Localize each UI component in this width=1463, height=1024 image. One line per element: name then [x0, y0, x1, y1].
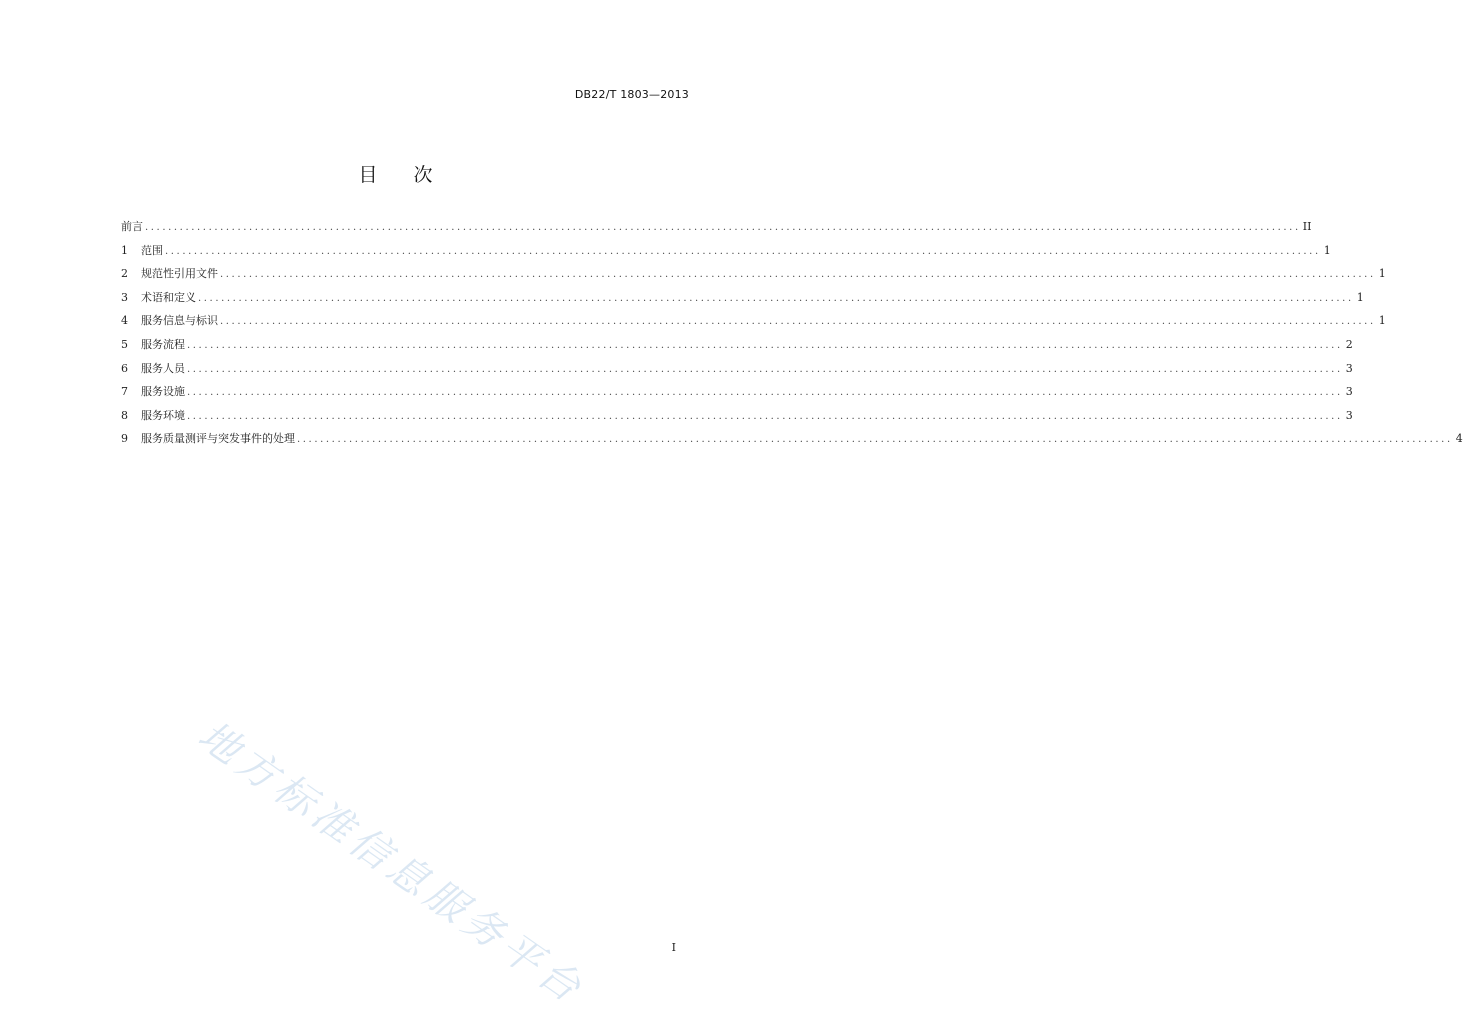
toc-entry-page: 3: [1345, 408, 1353, 422]
toc-leader-dots: ........................................................................................................................................................................................................: [165, 245, 1321, 257]
toc-leader-dots: ........................................................................................................................................................................................................: [220, 316, 1376, 328]
toc-leader-dots: ........................................................................................................................................................................................................: [297, 434, 1453, 446]
toc-entry-number: 4: [121, 314, 128, 328]
toc-entry-number: 7: [121, 385, 128, 399]
toc-entry-page: 3: [1345, 361, 1353, 375]
toc-entry-8[interactable]: [121, 407, 1353, 431]
toc-entry-7[interactable]: [121, 383, 1353, 407]
toc-title: [0, 160, 791, 187]
toc-entry-number: 1: [121, 243, 128, 257]
toc-title-left: 目: [358, 164, 378, 186]
toc-entry-page: 1: [1356, 290, 1364, 304]
toc-entry-text: 服务信息与标识: [141, 314, 218, 328]
page-number: I: [671, 941, 676, 954]
toc-entry-1[interactable]: [121, 242, 1331, 266]
toc-title-right: 次: [413, 164, 433, 186]
toc-entry-page: 2: [1345, 337, 1353, 351]
toc-leader-dots: ........................................................................................................................................................................................................: [187, 363, 1343, 375]
toc-entry-9[interactable]: [121, 430, 1463, 454]
toc-entry-text: 服务人员: [141, 361, 185, 375]
toc-entry-6[interactable]: [121, 360, 1353, 384]
toc-leader-dots: ........................................................................................................................................................................................................: [187, 339, 1343, 351]
toc-entry-text: 服务流程: [141, 337, 185, 351]
toc-entry-page: 4: [1455, 432, 1463, 446]
toc-entry-number: 6: [121, 361, 128, 375]
toc-entry-page: 1: [1378, 267, 1386, 281]
toc-entry-foreword[interactable]: [121, 218, 1312, 242]
toc-entry-number: 5: [121, 337, 128, 351]
toc-entry-number: 8: [121, 408, 128, 422]
toc-entry-number: 2: [121, 267, 128, 281]
toc-leader-dots: ........................................................................................................................................................................................................: [198, 292, 1354, 304]
toc-entry-text: 术语和定义: [141, 290, 196, 304]
toc-entry-page: 3: [1345, 385, 1353, 399]
watermark: 地方标准信息服务平台: [189, 712, 593, 1015]
toc-entry-page: 1: [1323, 243, 1331, 257]
document-code: DB22/T 1803—2013: [574, 88, 689, 101]
toc-leader-dots: ........................................................................................................................................................................................................: [145, 222, 1301, 233]
toc-entry-text: 范围: [141, 243, 163, 257]
toc-entry-text: 服务设施: [141, 385, 185, 399]
toc-entry-number: 3: [121, 290, 128, 304]
toc-entry-2[interactable]: [121, 265, 1386, 289]
toc-entry-text: 规范性引用文件: [141, 267, 218, 281]
toc-leader-dots: ........................................................................................................................................................................................................: [220, 269, 1376, 281]
toc-entry-4[interactable]: [121, 312, 1386, 336]
toc-entry-page: II: [1302, 220, 1312, 233]
toc-list: [121, 218, 1463, 454]
toc-entry-text: 服务环境: [141, 408, 185, 422]
toc-entry-page: 1: [1378, 314, 1386, 328]
toc-leader-dots: ........................................................................................................................................................................................................: [187, 410, 1343, 422]
toc-entry-3[interactable]: [121, 289, 1364, 313]
toc-entry-text: 服务质量测评与突发事件的处理: [141, 432, 295, 446]
toc-entry-5[interactable]: [121, 336, 1353, 360]
toc-leader-dots: ........................................................................................................................................................................................................: [187, 387, 1343, 399]
toc-entry-number: 9: [121, 432, 128, 446]
toc-entry-text: 前言: [121, 220, 143, 233]
